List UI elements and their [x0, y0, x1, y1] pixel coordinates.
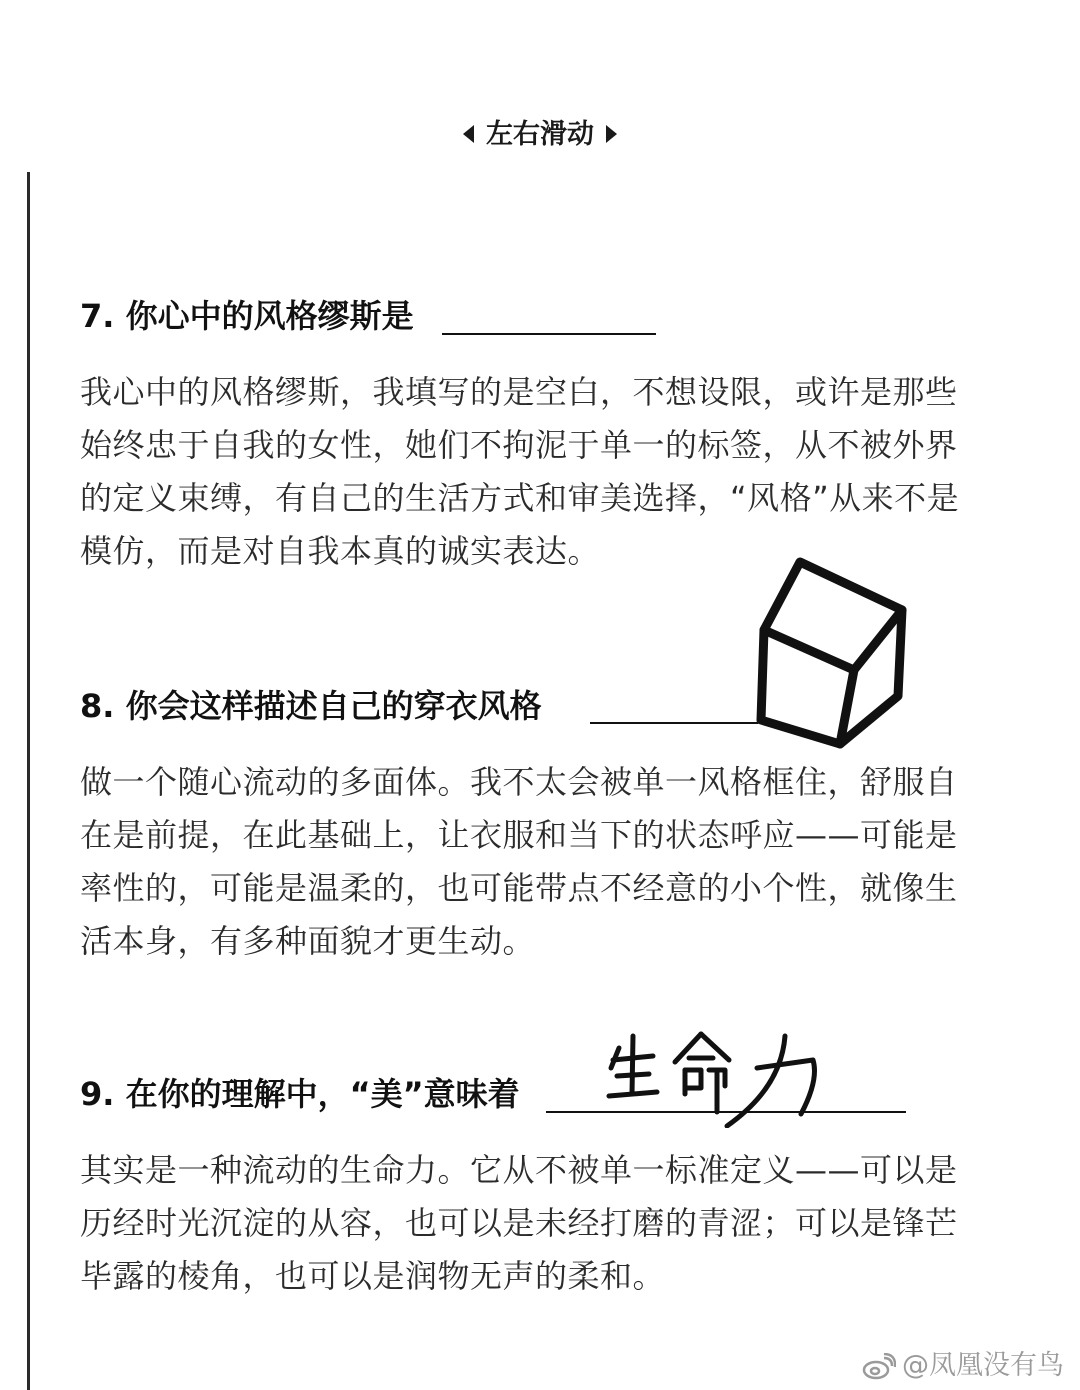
question-7-blank-line — [442, 333, 656, 335]
watermark — [862, 1343, 1064, 1382]
triangle-right-icon — [606, 125, 617, 143]
handwritten-answer — [605, 1028, 835, 1128]
swipe-hint — [0, 112, 1080, 151]
swipe-hint-label: 左右滑动 — [486, 119, 594, 150]
hand-drawn-cube-icon — [752, 548, 916, 756]
weibo-logo-icon — [862, 1353, 896, 1381]
question-9-blank-line — [546, 1111, 906, 1113]
question-8-title: 8. 你会这样描述自己的穿衣风格 — [80, 687, 542, 725]
question-7-title: 7. 你心中的风格缪斯是 — [80, 297, 414, 335]
question-9-answer: 其实是一种流动的生命力。它从不被单一标准定义——可以是历经时光沉淀的从容，也可以是未经打磨的青涩；可以是锋芒毕露的棱角，也可以是润物无声的柔和。 — [80, 1151, 958, 1295]
question-9-title: 9. 在你的理解中，“美”意味着 — [80, 1075, 520, 1113]
question-8-blank-line — [590, 722, 758, 724]
watermark-text: @凤凰没有鸟 — [902, 1350, 1064, 1381]
question-7-answer: 我心中的风格缪斯，我填写的是空白，不想设限，或许是那些始终忠于自我的女性，她们不拘泥于单一的标签，从不被外界的定义束缚，有自己的生活方式和审美选择，“风格”从来不是模仿，而是对自我本真的诚实表达。 — [80, 373, 960, 570]
left-margin-rule — [27, 172, 30, 1390]
triangle-left-icon — [463, 125, 474, 143]
question-8-answer: 做一个随心流动的多面体。我不太会被单一风格框住，舒服自在是前提，在此基础上，让衣服和当下的状态呼应——可能是率性的，可能是温柔的，也可能带点不经意的小个性，就像生活本身，有多种面貌才更生动。 — [80, 763, 958, 960]
